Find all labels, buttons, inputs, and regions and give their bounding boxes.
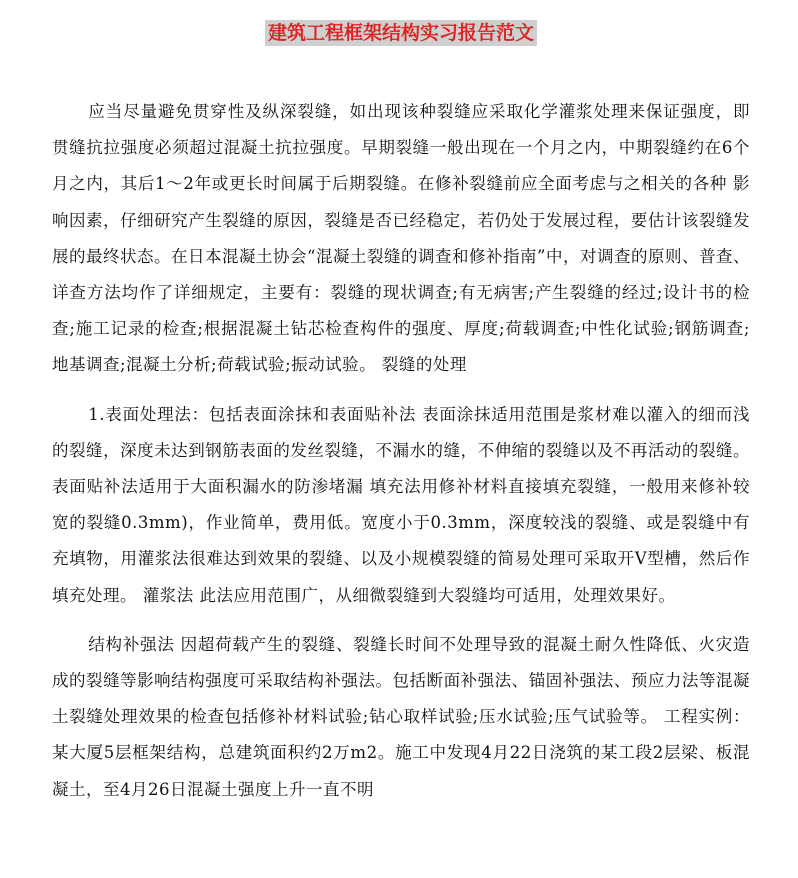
paragraph-crack-survey: 应当尽量避免贯穿性及纵深裂缝，如出现该种裂缝应采取化学灌浆处理来保证强度，即贯缝抗拉强度必须超过混凝土抗拉强度。早期裂缝一般出现在一个月之内，中期裂缝约在6个月之内，其后1～2年或更长时间属于后期裂缝。在修补裂缝前应全面考虑与之相关的各种 影响因素，仔细研究产生裂缝的原因，裂缝是否已经稳定，若仍处于发展过程，要估计该裂缝发展的最终状态。在日本混凝土协会“混凝土裂缝的调查和修补指南”中，对调查的原则、普查、详查方法均作了详细规定，主要有：裂缝的现状调查;有无病害;产生裂缝的经过;设计书的检查;施工记录的检查;根据混凝土钻芯检查构件的强度、厚度;荷载调查;中性化试验;钢筋调查;地基调查;混凝土分析;荷载试验;振动试验。 裂缝的处理 [52, 102, 750, 375]
title-area [52, 0, 750, 64]
paragraph-structural-reinforcement: 结构补强法 因超荷载产生的裂缝、裂缝长时间不处理导致的混凝土耐久性降低、火灾造成的裂缝等影响结构强度可采取结构补强法。包括断面补强法、锚固补强法、预应力法等混凝土裂缝处理效果的检查包括修补材料试验;钻心取样试验;压水试验;压气试验等。 工程实例：某大厦5层框架结构，总建筑面积约2万m2。施工中发现4月22日浇筑的某工段2层梁、板混凝土，至4月26日混凝土强度上升一直不明 [52, 634, 750, 799]
document-body [52, 94, 750, 808]
paragraph-surface-treatment: 1.表面处理法：包括表面涂抹和表面贴补法 表面涂抹适用范围是浆材难以灌入的细而浅的裂缝，深度未达到钢筋表面的发丝裂缝，不漏水的缝，不伸缩的裂缝以及不再活动的裂缝。表面贴补法适用于大面积漏水的防渗堵漏 填充法用修补材料直接填充裂缝，一般用来修补较宽的裂缝0.3mm)，作业简单，费用低。宽度小于0.3mm，深度较浅的裂缝、或是裂缝中有充填物，用灌浆法很难达到效果的裂缝、以及小规模裂缝的简易处理可采取开V型槽，然后作填充处理。 灌浆法 此法应用范围广，从细微裂缝到大裂缝均可适用，处理效果好。 [52, 404, 750, 605]
document-title: 建筑工程框架结构实习报告范文 [265, 20, 537, 46]
